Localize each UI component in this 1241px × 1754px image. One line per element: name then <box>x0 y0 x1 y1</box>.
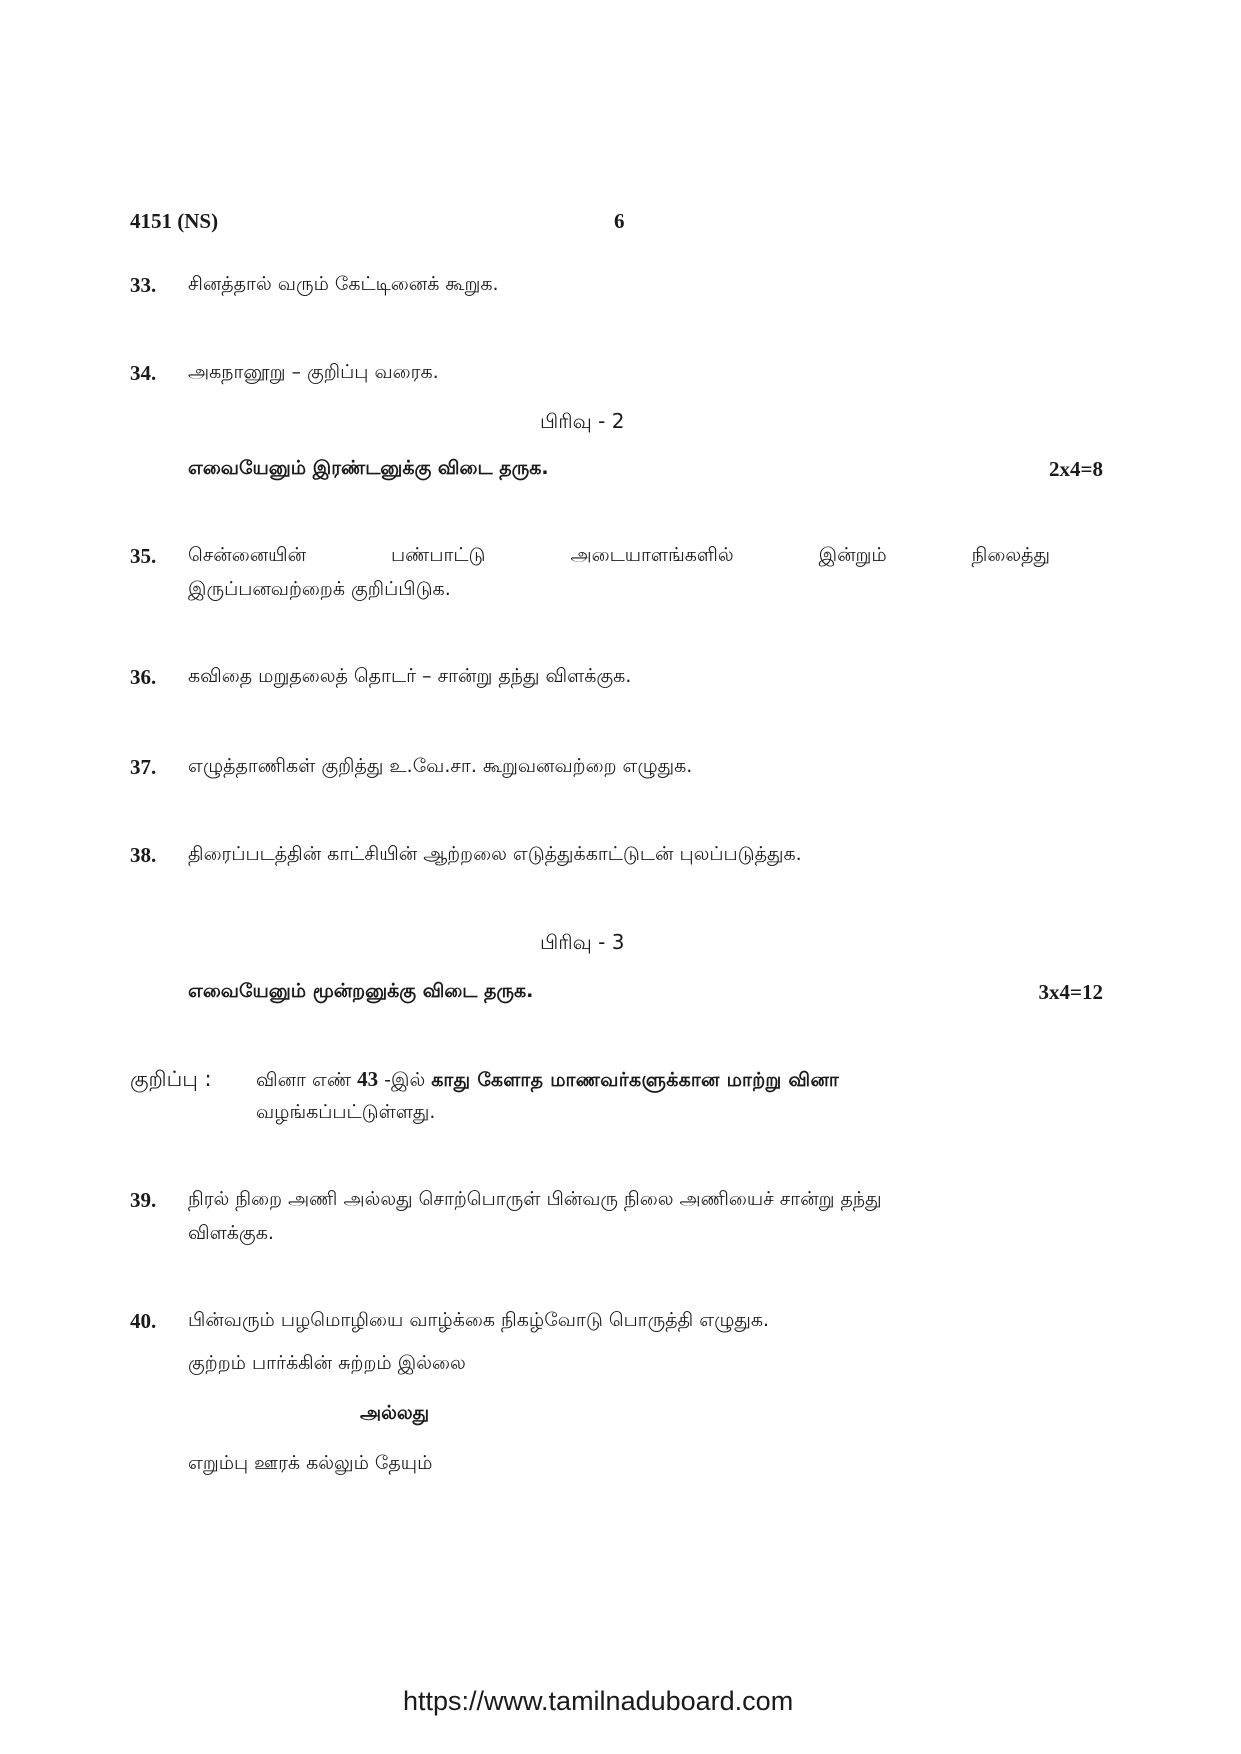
note-line-2: வழங்கப்பட்டுள்ளது. <box>256 1101 436 1123</box>
note-line-1 <box>256 1067 839 1094</box>
proverb-1: குற்றம் பார்க்கின் சுற்றம் இல்லை <box>188 1352 466 1374</box>
note-mid: -இல் <box>384 1069 426 1091</box>
question-35-line-2: இருப்பனவற்றைக் குறிப்பிடுக. <box>188 578 451 600</box>
question-text-36: கவிதை மறுதலைத் தொடர் – சான்று தந்து விளக்குக. <box>188 665 632 687</box>
or-separator: அல்லது <box>360 1402 430 1424</box>
q35-word: சென்னையின் <box>188 544 307 566</box>
question-number-39: 39. <box>130 1188 157 1212</box>
question-text-40: பின்வரும் பழமொழியை வாழ்க்கை நிகழ்வோடு பொருத்தி எழுதுக. <box>188 1309 770 1331</box>
note-pre: வினா எண் <box>256 1069 352 1091</box>
note-question-number: 43 <box>357 1067 379 1091</box>
question-39-line-1: நிரல் நிறை அணி அல்லது சொற்பொருள் பின்வரு நிலை அணியைச் சான்று தந்து <box>188 1188 882 1210</box>
section-3-instruction: எவையேனும் மூன்றனுக்கு விடை தருக. <box>188 980 534 1002</box>
section-3-marks: 3x4=12 <box>1038 980 1103 1004</box>
section-2-marks: 2x4=8 <box>1049 457 1103 481</box>
q35-word: பண்பாட்டு <box>391 544 486 566</box>
question-number-35: 35. <box>130 544 157 568</box>
proverb-2: எறும்பு ஊரக் கல்லும் தேயும் <box>188 1452 433 1474</box>
question-35-line-1 <box>188 544 1050 569</box>
question-text-33: சினத்தால் வரும் கேட்டினைக் கூறுக. <box>188 273 499 295</box>
question-number-37: 37. <box>130 755 157 779</box>
question-39-line-2: விளக்குக. <box>188 1222 274 1244</box>
question-text-38: திரைப்படத்தின் காட்சியின் ஆற்றலை எடுத்துக்காட்டுடன் புலப்படுத்துக. <box>188 843 802 865</box>
section-3-title: பிரிவு - 3 <box>540 930 625 954</box>
section-2-instruction: எவையேனும் இரண்டனுக்கு விடை தருக. <box>188 457 549 479</box>
q35-word: இன்றும் <box>818 544 887 566</box>
question-number-40: 40. <box>130 1309 157 1333</box>
page-number: 6 <box>614 209 625 233</box>
question-number-36: 36. <box>130 665 157 689</box>
question-text-34: அகநானூறு – குறிப்பு வரைக. <box>188 361 439 383</box>
paper-code: 4151 (NS) <box>130 209 219 233</box>
q35-word: அடையாளங்களில் <box>570 544 734 566</box>
note-label: குறிப்பு : <box>130 1067 212 1091</box>
q35-word: நிலைத்து <box>971 544 1050 566</box>
question-text-37: எழுத்தாணிகள் குறித்து உ.வே.சா. கூறுவனவற்றை எழுதுக. <box>188 755 693 777</box>
question-number-34: 34. <box>130 361 157 385</box>
section-2-title: பிரிவு - 2 <box>540 409 625 433</box>
footer-url: https://www.tamilnaduboard.com <box>403 1686 794 1716</box>
note-bold-text: காது கேளாத மாணவர்களுக்கான மாற்று வினா <box>431 1069 840 1091</box>
question-number-33: 33. <box>130 273 157 297</box>
question-number-38: 38. <box>130 843 157 867</box>
